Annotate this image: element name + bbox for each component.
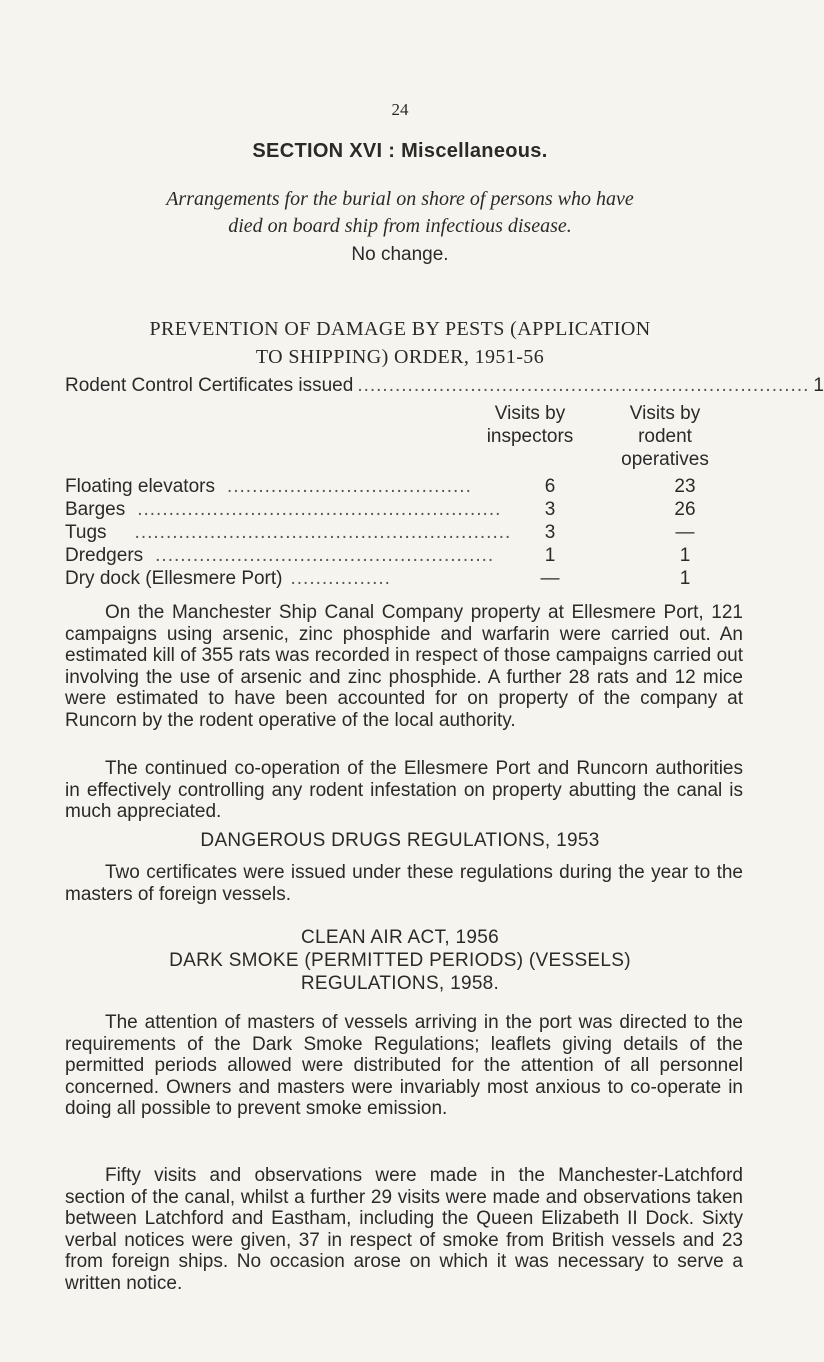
certificates-line [65, 375, 824, 397]
drugs-heading: DANGEROUS DRUGS REGULATIONS, 1953 [200, 830, 600, 851]
row-inspectors: 3 [544, 499, 556, 520]
leader-dots: ....................................... [226, 476, 472, 497]
row-operatives: — [675, 522, 695, 543]
row-operatives: 23 [674, 476, 696, 497]
row-name: Floating elevators [65, 476, 215, 497]
column-head-line: inspectors [486, 426, 574, 447]
column-head-line: rodent [638, 426, 692, 447]
pests-paragraph-1: On the Manchester Ship Canal Company property at Ellesmere Port, 121 campaigns using arsenic, zinc phosphide and warfarin were carried out. An estimated kill of 355 rats was recorded in respect of those campaigns carried out involving the use of arsenic and zinc phosphide. A further 28 rats and 12 mice were estimated to have been accounted for on property of the company at Runcorn by the rodent operative of the local authority. [65, 602, 743, 731]
row-operatives: 26 [674, 499, 696, 520]
clean-air-paragraph-1: The attention of masters of vessels arriving in the port was directed to the requirements of the Dark Smoke Regulations; leaflets giving details of the permitted periods allowed were distributed for the attention of all personnel concerned. Owners and masters were invariably most anxious to co-operate in doing all possible to prevent smoke emission. [65, 1012, 743, 1120]
leader-dots: .......................................................... [137, 499, 502, 520]
column-head-operatives [605, 402, 725, 471]
burial-heading [150, 186, 650, 240]
pests-heading-line2: TO SHIPPING) ORDER, 1951-56 [255, 346, 545, 368]
column-head-line: Visits by [629, 403, 701, 424]
row-operatives: 1 [679, 545, 691, 566]
row-inspectors: — [540, 568, 560, 589]
pests-heading-line1: PREVENTION OF DAMAGE BY PESTS (APPLICATION [149, 318, 651, 340]
clean-air-heading-line1: CLEAN AIR ACT, 1956 [301, 927, 499, 948]
leader-dots: ...................................................... [155, 545, 495, 566]
leader-dots: ................ [290, 568, 391, 589]
clean-air-paragraph-2: Fifty visits and observations were made in the Manchester-Latchford section of the canal, whilst a further 29 visits were made and observations taken between Latchford and Eastham, including the Queen Elizabeth II Dock. Sixty verbal notices were given, 37 in respect of smoke from British vessels and 23 from foreign ships. No occasion arose on which it was necessary to serve a written notice. [65, 1165, 743, 1294]
table-row [65, 499, 725, 522]
column-head-line: operatives [621, 449, 709, 470]
row-name: Dry dock (Ellesmere Port) [65, 568, 283, 589]
certificates-value: 1 [813, 375, 824, 396]
leader-dots: ........................................................................ [357, 375, 810, 396]
table-row [65, 476, 725, 499]
table-row [65, 568, 725, 591]
certificates-label: Rodent Control Certificates issued [65, 375, 354, 396]
row-name: Dredgers [65, 545, 144, 566]
row-operatives: 1 [679, 568, 691, 589]
section-title: SECTION XVI : Miscellaneous. [252, 140, 548, 162]
row-name: Tugs [65, 522, 107, 543]
clean-air-heading [0, 926, 800, 995]
burial-heading-line1: Arrangements for the burial on shore of persons who have [166, 188, 634, 210]
row-inspectors: 3 [544, 522, 556, 543]
leader-dots: ............................................................ [134, 522, 512, 543]
table-row [65, 522, 725, 545]
row-inspectors: 1 [544, 545, 556, 566]
column-head-inspectors [455, 402, 605, 448]
page-number: 24 [391, 100, 409, 119]
clean-air-heading-line2: DARK SMOKE (PERMITTED PERIODS) (VESSELS) [169, 950, 631, 971]
pests-heading [90, 315, 710, 371]
burial-heading-line2: died on board ship from infectious disease. [228, 215, 572, 237]
table-row [65, 545, 725, 568]
pests-paragraph-2: The continued co-operation of the Ellesmere Port and Runcorn authorities in effectively controlling any rodent infestation on property abutting the canal is much appreciated. [65, 758, 743, 823]
drugs-paragraph: Two certificates were issued under these regulations during the year to the masters of foreign vessels. [65, 862, 743, 905]
column-head-line: Visits by [494, 403, 566, 424]
row-inspectors: 6 [544, 476, 556, 497]
row-name: Barges [65, 499, 126, 520]
burial-status: No change. [351, 244, 449, 265]
clean-air-heading-line3: REGULATIONS, 1958. [300, 973, 500, 994]
